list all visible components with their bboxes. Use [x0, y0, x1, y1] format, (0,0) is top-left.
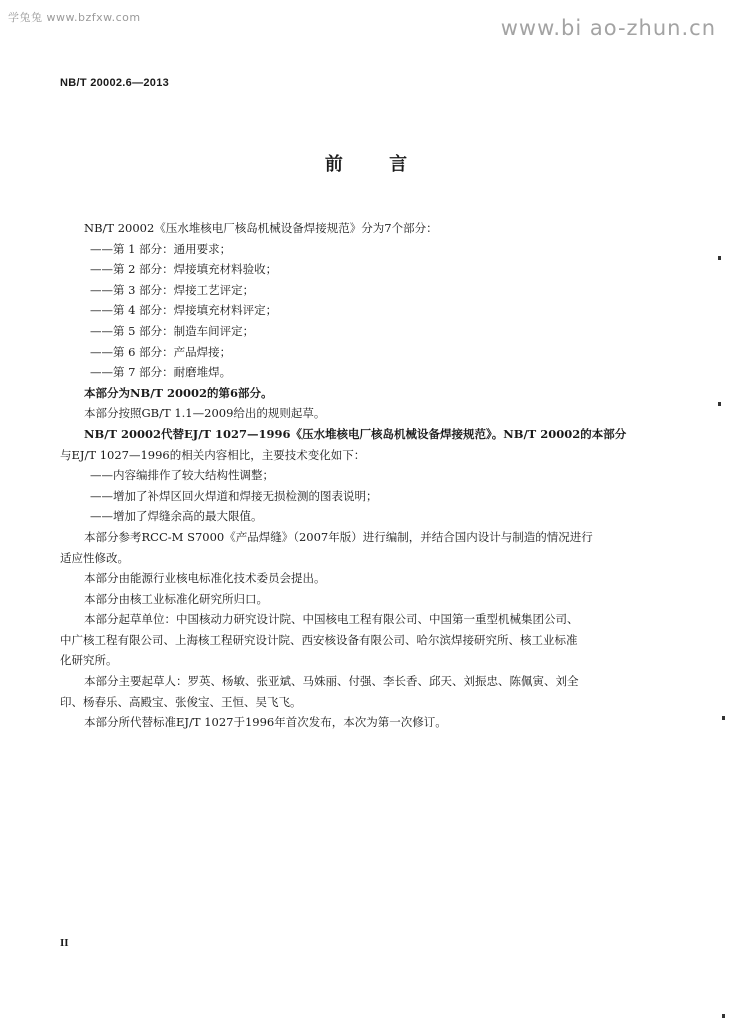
page-number: II — [60, 937, 69, 949]
scan-speck — [718, 256, 721, 260]
scan-speck — [718, 402, 721, 406]
proposer-statement: 本部分由能源行业核电标准化技术委员会提出。 — [84, 571, 326, 586]
drafting-units-line-3: 化研究所。 — [60, 653, 118, 668]
part-list-item: ——第 4 部分：焊接填充材料评定； — [90, 303, 278, 318]
part-list-item: ——第 3 部分：焊接工艺评定； — [90, 282, 255, 297]
drafting-rules-statement: 本部分按照GB/T 1.1—2009给出的规则起草。 — [84, 406, 326, 421]
part-list-item: ——第 6 部分：产品焊接； — [90, 344, 232, 359]
change-list-item: ——增加了补焊区回火焊道和焊接无损检测的图表说明； — [90, 488, 378, 503]
scan-speck — [722, 1014, 725, 1018]
change-list-item: ——内容编排作了较大结构性调整； — [90, 468, 274, 483]
replacement-statement-line-1: NB/T 20002代替EJ/T 1027—1996《压水堆核电厂核岛机械设备焊接规范》。NB/T 20002的本部分 — [84, 426, 627, 441]
scan-speck — [722, 716, 725, 720]
drafting-units-line-1: 本部分起草单位：中国核动力研究设计院、中国核电工程有限公司、中国第一重型机械集团公司、 — [84, 612, 579, 627]
reference-statement-line-1: 本部分参考RCC-M S7000《产品焊缝》（2007年版）进行编制，并结合国内设计与制造的情况进行 — [84, 529, 593, 544]
part-list-item: ——第 5 部分：制造车间评定； — [90, 323, 255, 338]
watermark-right: www.bi ao-zhun.cn — [500, 16, 716, 40]
part-statement: 本部分为NB/T 20002的第6部分。 — [84, 385, 273, 400]
centralizing-unit-statement: 本部分由核工业标准化研究所归口。 — [84, 591, 268, 606]
standard-code: NB/T 20002.6—2013 — [60, 77, 170, 89]
drafters-line-2: 印、杨春乐、高殿宝、张俊宝、王恒、吴飞飞。 — [60, 694, 302, 709]
part-list-item: ——第 1 部分：通用要求； — [90, 241, 232, 256]
intro-line: NB/T 20002《压水堆核电厂核岛机械设备焊接规范》分为7个部分： — [84, 221, 438, 235]
drafting-units-line-2: 中广核工程有限公司、上海核工程研究设计院、西安核设备有限公司、哈尔滨焊接研究所、核工业标准 — [60, 632, 578, 647]
part-list-item: ——第 7 部分：耐磨堆焊。 — [90, 365, 232, 380]
page-title: 前 言 — [324, 154, 428, 175]
replacement-statement-line-2: 与EJ/T 1027—1996的相关内容相比，主要技术变化如下： — [60, 447, 366, 462]
edition-history-statement: 本部分所代替标准EJ/T 1027于1996年首次发布，本次为第一次修订。 — [84, 715, 447, 730]
part-list-item: ——第 2 部分：焊接填充材料验收； — [90, 262, 278, 277]
change-list-item: ——增加了焊缝余高的最大限值。 — [90, 509, 263, 524]
watermark-left: 学兔兔 www.bzfxw.com — [8, 11, 141, 24]
reference-statement-line-2: 适应性修改。 — [60, 550, 129, 565]
foreword-body — [60, 218, 680, 733]
drafters-line-1: 本部分主要起草人：罗英、杨敏、张亚斌、马姝丽、付强、李长香、邱天、刘振忠、陈佩寅、刘全 — [84, 674, 579, 689]
